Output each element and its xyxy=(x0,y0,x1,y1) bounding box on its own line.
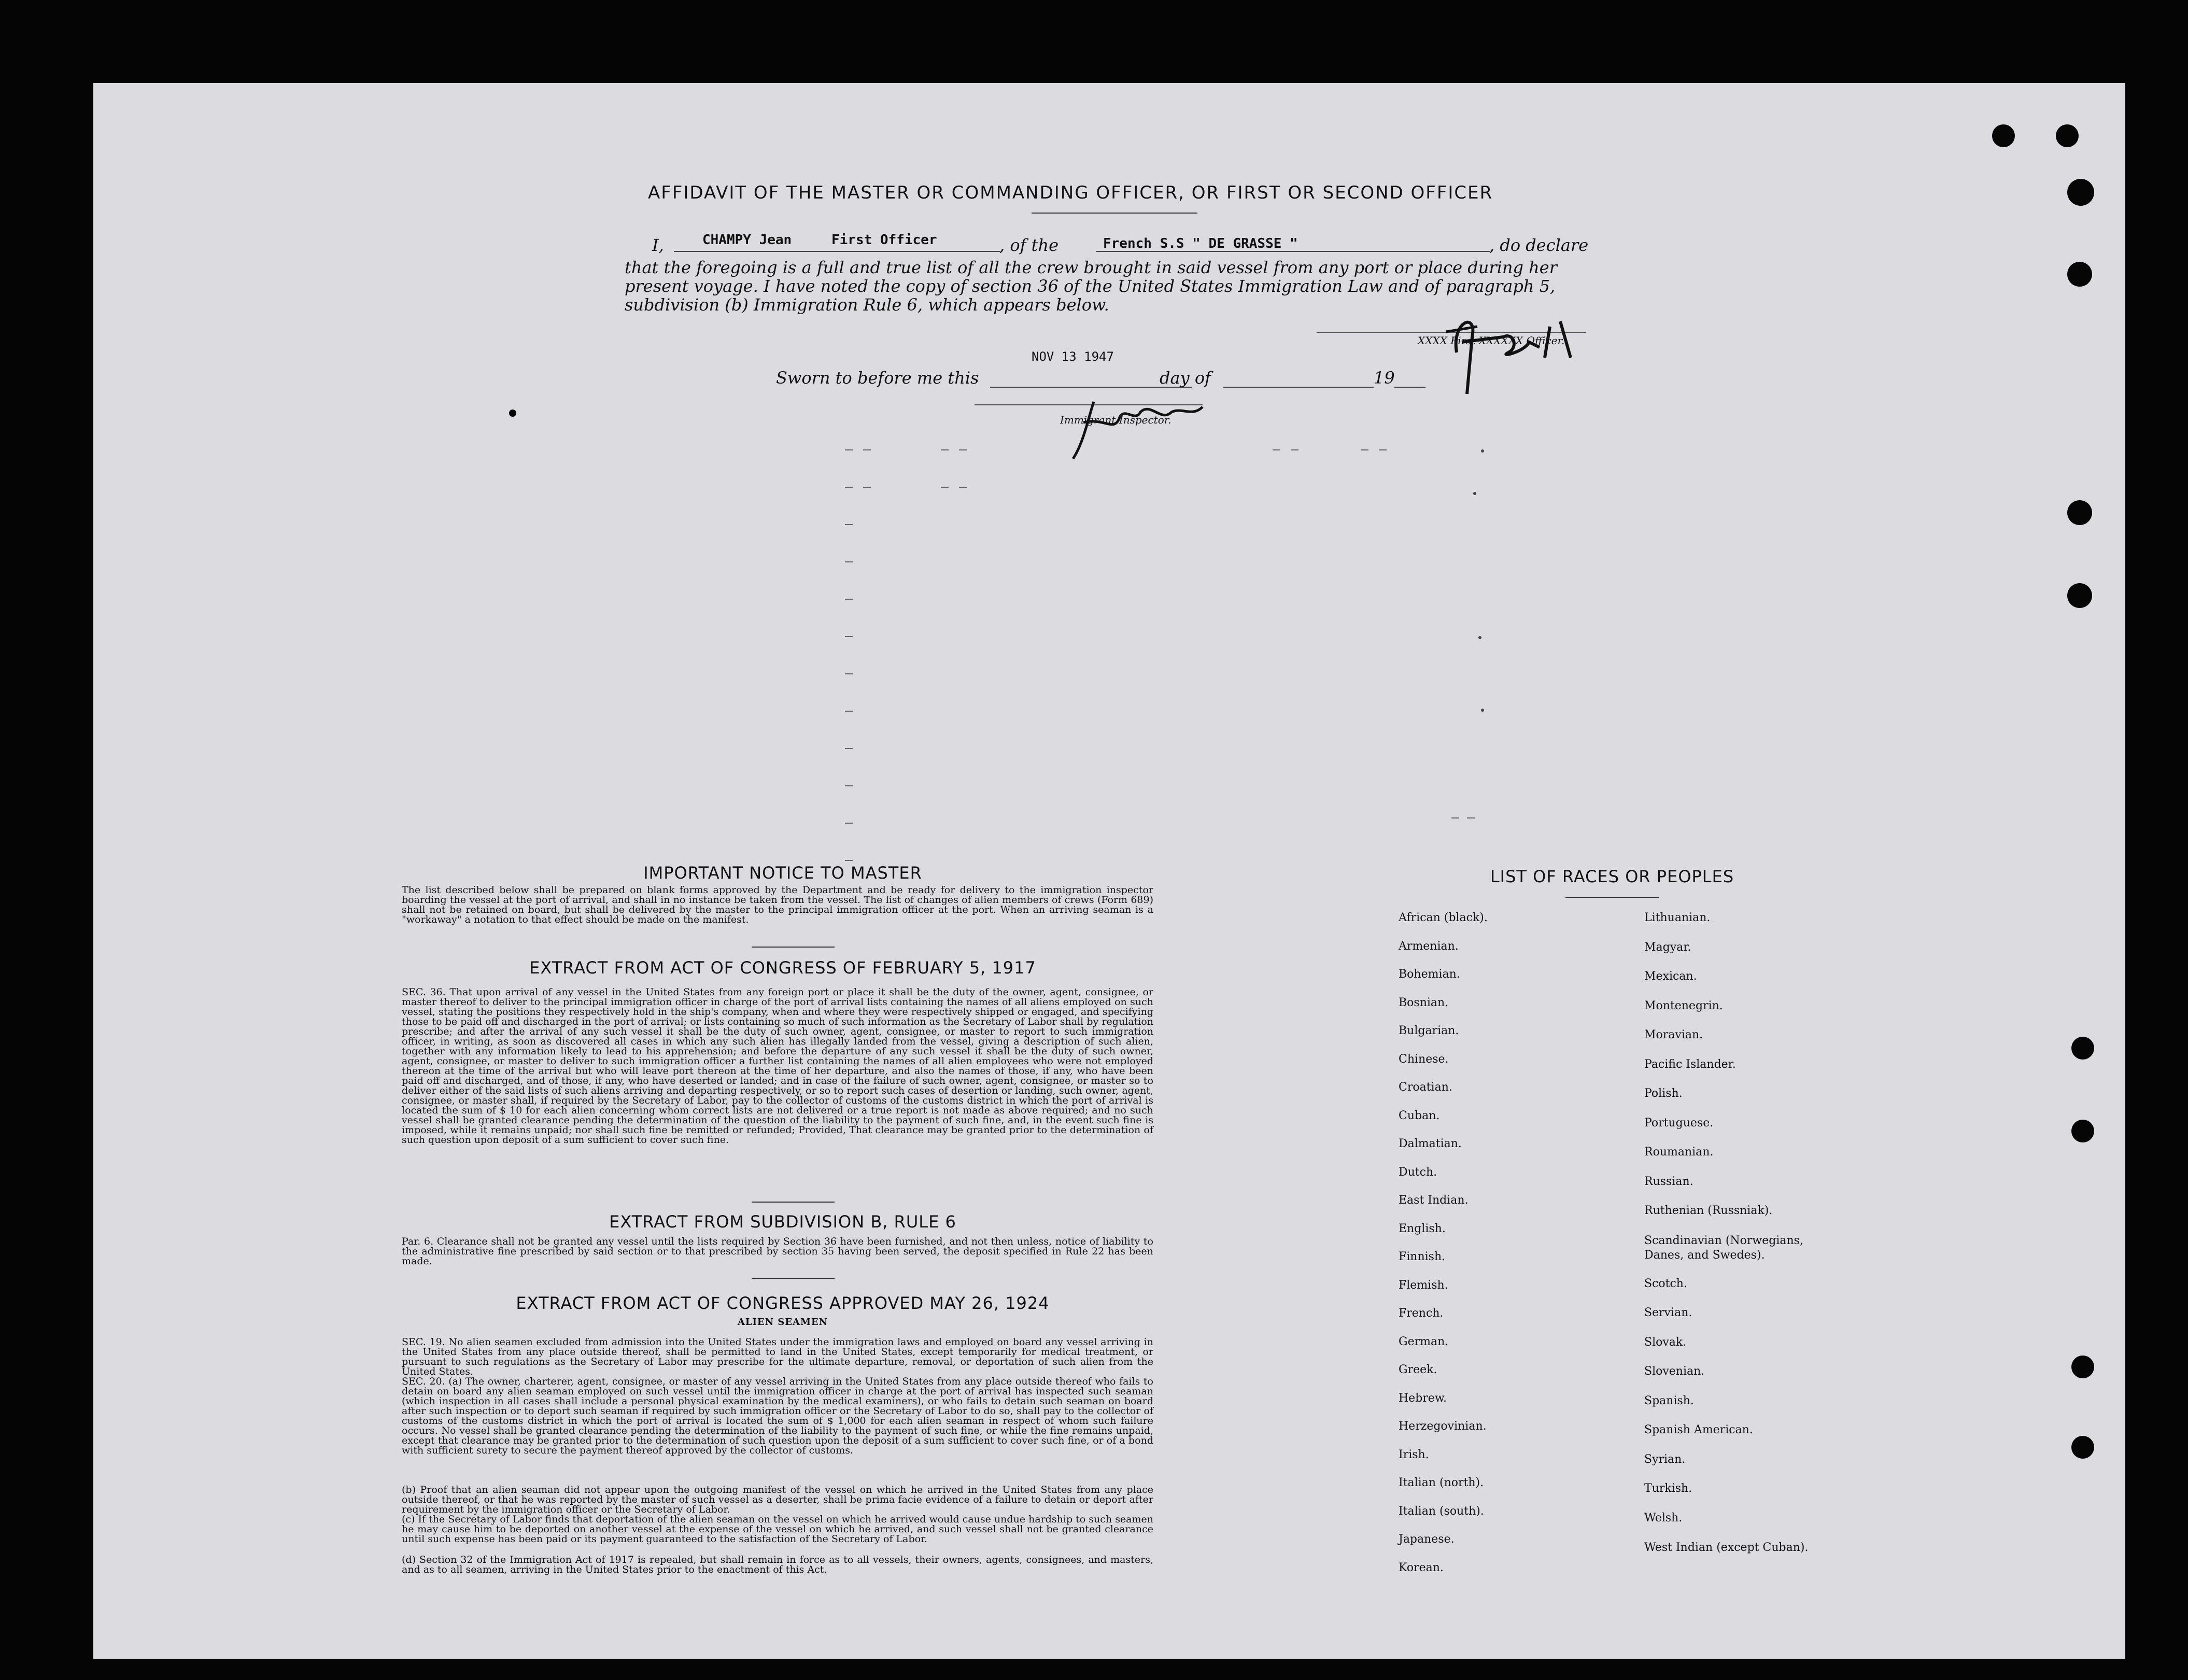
race-item: Roumanian. xyxy=(1644,1146,1714,1159)
inspector-caption: Immigrant Inspector. xyxy=(1060,414,1171,426)
extract-1917-text: SEC. 36. That upon arrival of any vessel in the United States from any foreign port or place it shall be the duty of the owner, agent, consignee, or master thereof to deliver to the principal immigration officer in charge of the port of arrival lists containing the names of all aliens employed on such vessel, stating the positions they respectively hold in the ship's company, when and where they were respectively shipped or engaged, and specifying those to be paid off and discharged in the port of arrival; or lists containing so much of such information as the Secretary of Labor shall by regulation prescribe; and after the arrival of any such vessel it shall be the duty of such owner, agent, consignee, or master to report to such immigration officer, in writing, as soon as discovered all cases in which any such alien has illegally landed from the vessel, giving a description of such alien, together with any information likely to lead to his apprehension; and before the departure of any such vessel it shall be the duty of such owner, agent, consignee, or master to deliver to such immigration officer a further list containing the names of all alien employees who were not employed thereon at the time of the arrival but who will leave port thereon at the time of her departure, and also the names of those, if any, who have been paid off and discharged, and of those, if any, who have deserted or landed; and in case of the failure of such owner, agent, consignee, or master so to deliver either of the said lists of such aliens arriving and departing respectively, or so to report such cases of desertion or landing, such owner, agent, consignee, or master shall, if required by the Secretary of Labor, pay to the collector of customs of the customs district in which the port of arrival is located the sum of $ 10 for each alien concerning whom correct lists are not delivered or a true report is not made as above required; and no such vessel shall be granted clearance pending the determination of the question of the liability to the payment of such fine, and, in the event such fine is imposed, while it remains unpaid; nor shall such fine be remitted or refunded; Provided, That clearance may be granted prior to the determination of such question upon deposit of a sum sufficient to cover such fine. xyxy=(402,986,1153,1146)
year-prefix: 19 xyxy=(1374,368,1395,388)
notice-title: IMPORTANT NOTICE TO MASTER xyxy=(643,863,922,883)
race-item: Scotch. xyxy=(1644,1277,1687,1290)
race-item: Spanish. xyxy=(1644,1394,1694,1407)
extract-1924-sec20a: SEC. 20. (a) The owner, charterer, agent, consignee, or master of any vessel arriving in the United States from any place outside thereof who fails to detain on board any alien seaman employed on such vessel until the immigration officer in charge at the port of arrival has inspected such seaman (which inspection in all cases shall include a personal physical examination by the medical examiners), or who fails to detain such seaman on board after such inspection or to deport such seaman if required by such immigration officer or the Secretary of Labor to do so, shall pay to the collector of customs of the customs district in which the port of arrival is located the sum of $ 1,000 for each alien seaman in respect of whom such failure occurs. No vessel shall be granted clearance pending the determination of the liability to the payment of such fine, or while the fine remains unpaid, except that clearance may be granted prior to the determination of such question upon the deposit of a sum sufficient to cover such fine, or of a bond with sufficient surety to secure the payment thereof approved by the collector of customs. xyxy=(402,1376,1153,1456)
race-item: Syrian. xyxy=(1644,1452,1686,1466)
divider xyxy=(752,947,835,948)
races-title: LIST OF RACES OR PEOPLES xyxy=(1490,867,1734,886)
race-item: Montenegrin. xyxy=(1644,999,1723,1012)
affidavit-title-underline xyxy=(1032,213,1197,214)
races-right-column xyxy=(1644,911,1841,1572)
signer-caption: XXXX First XXXXXX Officer. xyxy=(1418,334,1565,347)
race-item: Armenian. xyxy=(1399,939,1459,953)
extract-1924-title: EXTRACT FROM ACT OF CONGRESS APPROVED MAY 26, 1924 xyxy=(516,1293,1050,1313)
race-item: French. xyxy=(1399,1307,1444,1320)
race-item: Dalmatian. xyxy=(1399,1137,1462,1150)
race-item: Cuban. xyxy=(1399,1109,1440,1122)
race-item: Bohemian. xyxy=(1399,968,1460,981)
race-item: Herzegovinian. xyxy=(1399,1420,1487,1433)
race-item: West Indian (except Cuban). xyxy=(1644,1541,1809,1554)
punch-hole xyxy=(2067,583,2092,608)
races-left-column xyxy=(1399,911,1616,1589)
race-item: Dutch. xyxy=(1399,1165,1437,1179)
race-item: English. xyxy=(1399,1222,1446,1235)
extract-1924-sec19: SEC. 19. No alien seamen excluded from admission into the United States under the immigration laws and employed on board any vessel arriving in the United States from any place outside thereof, shall be permitted to land in the United States, except temporarily for medical treatment, or pursuant to such regulations as the Secretary of Labor may prescribe for the ultimate departure, removal, or deportation of such alien from the United States. xyxy=(402,1336,1153,1377)
day-of-label: day of xyxy=(1160,368,1211,388)
race-item: Croatian. xyxy=(1399,1081,1452,1094)
race-item: Scandinavian (Norwegians, Danes, and Swedes). xyxy=(1644,1234,1803,1262)
punch-hole xyxy=(2067,262,2092,287)
extract-1924-subtitle: ALIEN SEAMEN xyxy=(737,1317,828,1328)
year-field xyxy=(1394,367,1425,388)
punch-hole xyxy=(2067,179,2094,206)
race-item: Italian (north). xyxy=(1399,1476,1484,1489)
race-item: East Indian. xyxy=(1399,1194,1469,1207)
affidavit-line3: present voyage. I have noted the copy of section 36 of the United States Immigration Law and of paragraph 5, xyxy=(625,276,1556,296)
race-item: Slovenian. xyxy=(1644,1365,1705,1378)
race-item: Bosnian. xyxy=(1399,996,1449,1009)
race-item: Korean. xyxy=(1399,1561,1444,1574)
date-stamp: NOV 13 1947 xyxy=(1032,349,1114,364)
race-item: Russian. xyxy=(1644,1175,1693,1188)
rule6-title: EXTRACT FROM SUBDIVISION B, RULE 6 xyxy=(609,1212,956,1232)
race-item: Welsh. xyxy=(1644,1511,1683,1524)
punch-hole xyxy=(1992,124,2015,147)
affidavit-line2: that the foregoing is a full and true list of all the crew brought in said vessel from any port or place during her xyxy=(625,258,1557,277)
race-item: Flemish. xyxy=(1399,1278,1448,1292)
divider xyxy=(752,1278,835,1279)
race-item: Moravian. xyxy=(1644,1028,1703,1041)
extract-1924-sec20b: (b) Proof that an alien seaman did not appear upon the outgoing manifest of the vessel on which he arrived in the United States from any place outside thereof, or that he was reported by the master of such vessel as a deserter, shall be prima facie evidence of a failure to detain or deport after requirement by the immigration officer or the Secretary of Labor. xyxy=(402,1484,1153,1515)
rule6-text: Par. 6. Clearance shall not be granted any vessel until the lists required by Section 36 have been furnished, and not then unless, notice of liability to the administrative fine prescribed by said section or to that prescribed by section 35 having been served, the deposit specified in Rule 22 has been made. xyxy=(402,1236,1153,1267)
extract-1924-sec20c: (c) If the Secretary of Labor finds that deportation of the alien seaman on the vessel on which he arrived would cause undue hardship to such seamen he may cause him to be deported on another vessel at the expense of the vessel on which he arrived, and such vessel shall not be granted clearance until such expense has been paid or its payment guaranteed to the satisfaction of the Secretary of Labor. xyxy=(402,1514,1154,1545)
race-item: Finnish. xyxy=(1399,1250,1446,1263)
month-field xyxy=(1223,367,1374,388)
affidavit-line1-mid: , of the xyxy=(999,235,1059,255)
race-item: Irish. xyxy=(1399,1448,1429,1461)
officer-rank: First Officer xyxy=(831,232,937,248)
races-title-underline xyxy=(1565,897,1659,898)
race-item: Turkish. xyxy=(1644,1482,1692,1495)
stray-dot xyxy=(509,410,516,417)
race-item: German. xyxy=(1399,1335,1449,1348)
race-item: Hebrew. xyxy=(1399,1391,1447,1405)
race-item: Servian. xyxy=(1644,1306,1692,1319)
ship-name: French S.S " DE GRASSE " xyxy=(1103,236,1298,251)
affidavit-line1-suffix: , do declare xyxy=(1489,235,1589,255)
race-item: African (black). xyxy=(1399,911,1488,924)
officer-signature xyxy=(1415,290,1591,404)
punch-hole xyxy=(2071,1120,2094,1142)
race-item: Ruthenian (Russniak). xyxy=(1644,1204,1773,1217)
extract-1917-title: EXTRACT FROM ACT OF CONGRESS OF FEBRUARY 5, 1917 xyxy=(529,958,1036,978)
race-item: Italian (south). xyxy=(1399,1504,1484,1518)
race-item: Magyar. xyxy=(1644,940,1691,954)
race-item: Mexican. xyxy=(1644,970,1697,983)
divider xyxy=(752,1202,835,1203)
race-item: Lithuanian. xyxy=(1644,911,1711,924)
race-item: Slovak. xyxy=(1644,1335,1687,1349)
extract-1924-sec20d: (d) Section 32 of the Immigration Act of 1917 is repealed, but shall remain in force as to all vessels, their owners, agents, consignees, and masters, and as to all seamen, arriving in the United States prior to the enactment of this Act. xyxy=(402,1554,1153,1575)
notice-text: The list described below shall be prepared on blank forms approved by the Department and be ready for delivery to the immigration inspector boarding the vessel at the port of arrival, and shall in no instance be taken from the vessel. The list of changes of alien members of crews (Form 689) shall not be retained on board, but shall be delivered by the master to the principal immigration officer at the port. When an arriving seaman is a "workaway" a notation to that effect should be made on the manifest. xyxy=(402,884,1153,925)
officer-name: CHAMPY Jean xyxy=(702,232,792,248)
race-item: Portuguese. xyxy=(1644,1116,1714,1130)
affidavit-title: AFFIDAVIT OF THE MASTER OR COMMANDING OFFICER, OR FIRST OR SECOND OFFICER xyxy=(648,182,1493,203)
punch-hole xyxy=(2071,1037,2094,1060)
race-item: Polish. xyxy=(1644,1087,1683,1100)
sworn-prefix: Sworn to before me this xyxy=(776,368,979,388)
race-item: Bulgarian. xyxy=(1399,1024,1459,1037)
punch-hole xyxy=(2071,1356,2094,1378)
affidavit-line1-prefix: I, xyxy=(652,235,664,255)
affidavit-line4: subdivision (b) Immigration Rule 6, which appears below. xyxy=(625,295,1109,315)
punch-hole xyxy=(2056,124,2079,147)
race-item: Japanese. xyxy=(1399,1533,1455,1546)
punch-hole xyxy=(2067,500,2092,525)
race-item: Spanish American. xyxy=(1644,1423,1753,1436)
punch-hole xyxy=(2071,1436,2094,1459)
race-item: Greek. xyxy=(1399,1363,1437,1376)
race-item: Pacific Islander. xyxy=(1644,1057,1736,1071)
race-item: Chinese. xyxy=(1399,1052,1449,1066)
